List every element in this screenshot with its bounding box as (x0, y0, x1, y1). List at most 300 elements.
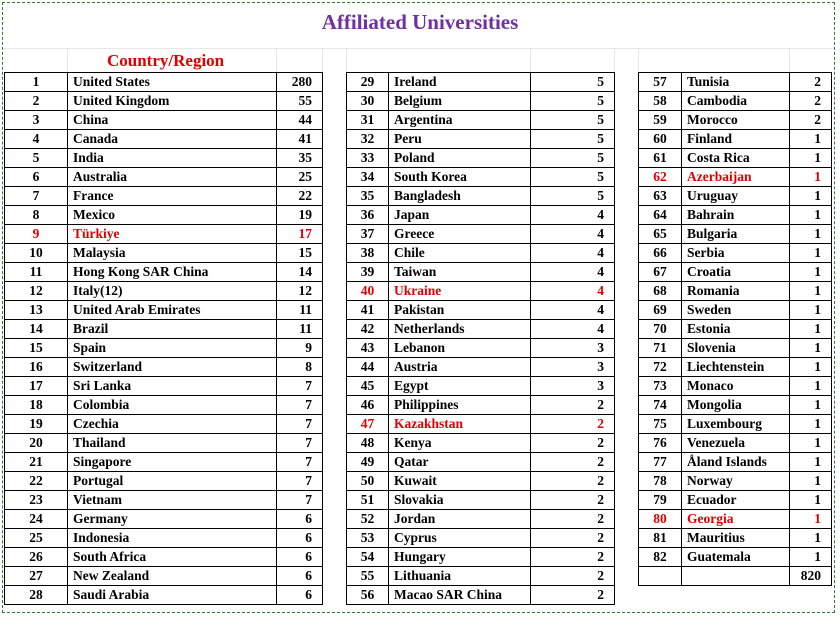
count-cell: 1 (790, 529, 832, 548)
table-row (347, 130, 615, 149)
rank-cell: 1 (5, 73, 68, 92)
country-cell: Canada (68, 130, 277, 149)
count-cell: 1 (790, 453, 832, 472)
count-cell: 8 (277, 358, 323, 377)
count-cell: 7 (277, 415, 323, 434)
country-cell: Morocco (682, 111, 790, 130)
count-cell: 5 (531, 130, 615, 149)
rank-cell: 20 (5, 434, 68, 453)
rank-cell: 4 (5, 130, 68, 149)
ranking-table-1 (4, 72, 323, 605)
count-cell: 5 (531, 92, 615, 111)
rank-cell: 57 (639, 73, 682, 92)
rank-cell: 39 (347, 263, 389, 282)
count-cell: 2 (531, 510, 615, 529)
count-cell: 3 (531, 377, 615, 396)
country-cell: Estonia (682, 320, 790, 339)
rank-cell: 13 (5, 301, 68, 320)
rank-cell: 29 (347, 73, 389, 92)
country-cell: Germany (68, 510, 277, 529)
table-row (639, 168, 832, 187)
country-cell: New Zealand (68, 567, 277, 586)
count-cell: 2 (790, 73, 832, 92)
table-row (347, 377, 615, 396)
rank-cell: 79 (639, 491, 682, 510)
count-cell: 5 (531, 111, 615, 130)
table-row (5, 586, 323, 605)
country-cell: Kuwait (389, 472, 531, 491)
count-cell: 12 (277, 282, 323, 301)
country-cell: Slovenia (682, 339, 790, 358)
count-cell: 1 (790, 282, 832, 301)
gridline (67, 48, 68, 72)
count-cell: 2 (531, 434, 615, 453)
rank-cell: 38 (347, 244, 389, 263)
table-row (347, 187, 615, 206)
country-cell: United States (68, 73, 277, 92)
country-cell: Taiwan (389, 263, 531, 282)
table-row (347, 206, 615, 225)
table-row (347, 415, 615, 434)
country-cell: Azerbaijan (682, 168, 790, 187)
table-row (5, 377, 323, 396)
count-cell: 1 (790, 263, 832, 282)
country-cell: Thailand (68, 434, 277, 453)
rank-cell: 78 (639, 472, 682, 491)
count-cell: 19 (277, 206, 323, 225)
country-cell: South Africa (68, 548, 277, 567)
count-cell: 5 (531, 187, 615, 206)
country-cell: Portugal (68, 472, 277, 491)
rank-cell: 82 (639, 548, 682, 567)
count-cell: 4 (531, 301, 615, 320)
country-cell: Kazakhstan (389, 415, 531, 434)
count-cell: 1 (790, 396, 832, 415)
country-cell: Hong Kong SAR China (68, 263, 277, 282)
gridline (276, 48, 277, 72)
rank-cell: 49 (347, 453, 389, 472)
count-cell: 15 (277, 244, 323, 263)
count-cell: 1 (790, 472, 832, 491)
table-row (5, 187, 323, 206)
count-cell: 7 (277, 491, 323, 510)
country-cell: Singapore (68, 453, 277, 472)
table-row (347, 586, 615, 605)
rank-cell: 54 (347, 548, 389, 567)
table-row (347, 301, 615, 320)
rank-cell: 58 (639, 92, 682, 111)
count-cell: 4 (531, 206, 615, 225)
country-cell: Slovakia (389, 491, 531, 510)
country-cell: Monaco (682, 377, 790, 396)
count-cell: 3 (531, 358, 615, 377)
rank-cell: 48 (347, 434, 389, 453)
total-cell: 820 (790, 567, 832, 586)
rank-cell: 18 (5, 396, 68, 415)
rank-cell: 41 (347, 301, 389, 320)
table-row (639, 244, 832, 263)
country-cell: Italy(12) (68, 282, 277, 301)
blank-cell (682, 567, 790, 586)
country-cell: Liechtenstein (682, 358, 790, 377)
gridline (638, 48, 639, 72)
count-cell: 4 (531, 225, 615, 244)
count-cell: 280 (277, 73, 323, 92)
table-row (5, 206, 323, 225)
table-row (639, 263, 832, 282)
count-cell: 17 (277, 225, 323, 244)
country-cell: Netherlands (389, 320, 531, 339)
rank-cell: 62 (639, 168, 682, 187)
country-cell: Ecuador (682, 491, 790, 510)
country-cell: Austria (389, 358, 531, 377)
table-row (5, 320, 323, 339)
rank-cell: 5 (5, 149, 68, 168)
count-cell: 2 (531, 491, 615, 510)
country-cell: Türkiye (68, 225, 277, 244)
count-cell: 1 (790, 206, 832, 225)
country-cell: Pakistan (389, 301, 531, 320)
count-cell: 11 (277, 301, 323, 320)
table-row (639, 453, 832, 472)
country-cell: Bahrain (682, 206, 790, 225)
count-cell: 1 (790, 244, 832, 263)
table-row (347, 168, 615, 187)
table-row (639, 206, 832, 225)
count-cell: 2 (531, 548, 615, 567)
country-cell: Venezuela (682, 434, 790, 453)
table-row (347, 111, 615, 130)
country-cell: Guatemala (682, 548, 790, 567)
count-cell: 1 (790, 187, 832, 206)
rank-cell: 12 (5, 282, 68, 301)
country-cell: Serbia (682, 244, 790, 263)
count-cell: 2 (531, 567, 615, 586)
country-cell: Vietnam (68, 491, 277, 510)
country-cell: Argentina (389, 111, 531, 130)
rank-cell: 76 (639, 434, 682, 453)
country-cell: Indonesia (68, 529, 277, 548)
country-cell: Sweden (682, 301, 790, 320)
gridline (346, 48, 347, 72)
count-cell: 1 (790, 149, 832, 168)
rank-cell: 50 (347, 472, 389, 491)
gridline (3, 48, 833, 49)
table-row (5, 339, 323, 358)
rank-cell: 10 (5, 244, 68, 263)
rank-cell: 24 (5, 510, 68, 529)
rank-cell: 47 (347, 415, 389, 434)
country-cell: Philippines (389, 396, 531, 415)
rank-cell: 66 (639, 244, 682, 263)
table-row (5, 529, 323, 548)
count-cell: 2 (531, 396, 615, 415)
rank-cell: 75 (639, 415, 682, 434)
country-cell: Chile (389, 244, 531, 263)
count-cell: 4 (531, 320, 615, 339)
rank-cell: 53 (347, 529, 389, 548)
rank-cell: 16 (5, 358, 68, 377)
country-cell: Ukraine (389, 282, 531, 301)
gridline (614, 48, 615, 72)
country-cell: Croatia (682, 263, 790, 282)
rank-cell: 30 (347, 92, 389, 111)
rank-cell: 68 (639, 282, 682, 301)
count-cell: 55 (277, 92, 323, 111)
count-cell: 1 (790, 415, 832, 434)
country-cell: Poland (389, 149, 531, 168)
count-cell: 1 (790, 510, 832, 529)
table-row (639, 225, 832, 244)
country-cell: China (68, 111, 277, 130)
country-cell: Norway (682, 472, 790, 491)
count-cell: 22 (277, 187, 323, 206)
gridline (530, 48, 531, 72)
rank-cell: 27 (5, 567, 68, 586)
country-cell: Peru (389, 130, 531, 149)
rank-cell: 7 (5, 187, 68, 206)
rank-cell: 81 (639, 529, 682, 548)
count-cell: 5 (531, 149, 615, 168)
table-row (347, 225, 615, 244)
country-cell: Switzerland (68, 358, 277, 377)
rank-cell: 36 (347, 206, 389, 225)
table-row (5, 244, 323, 263)
rank-cell: 73 (639, 377, 682, 396)
table-row (639, 130, 832, 149)
table-row (347, 472, 615, 491)
rank-cell: 44 (347, 358, 389, 377)
ranking-table-2 (346, 72, 615, 605)
count-cell: 2 (531, 529, 615, 548)
country-cell: Tunisia (682, 73, 790, 92)
table-row (5, 263, 323, 282)
country-cell: Australia (68, 168, 277, 187)
country-cell: Uruguay (682, 187, 790, 206)
count-cell: 1 (790, 377, 832, 396)
table-row (5, 415, 323, 434)
table-row (347, 434, 615, 453)
country-cell: Bulgaria (682, 225, 790, 244)
table-row (639, 73, 832, 92)
table-row (639, 415, 832, 434)
country-cell: Åland Islands (682, 453, 790, 472)
count-cell: 2 (790, 111, 832, 130)
rank-cell: 60 (639, 130, 682, 149)
rank-cell: 25 (5, 529, 68, 548)
rank-cell: 77 (639, 453, 682, 472)
count-cell: 9 (277, 339, 323, 358)
count-cell: 5 (531, 73, 615, 92)
table-row (639, 396, 832, 415)
count-cell: 1 (790, 225, 832, 244)
country-cell: Saudi Arabia (68, 586, 277, 605)
table-row (639, 187, 832, 206)
rank-cell: 22 (5, 472, 68, 491)
count-cell: 6 (277, 567, 323, 586)
rank-cell: 21 (5, 453, 68, 472)
count-cell: 1 (790, 434, 832, 453)
table-row (639, 472, 832, 491)
rank-cell: 42 (347, 320, 389, 339)
rank-cell: 69 (639, 301, 682, 320)
rank-cell: 15 (5, 339, 68, 358)
country-cell: France (68, 187, 277, 206)
count-cell: 3 (531, 339, 615, 358)
table-row (347, 73, 615, 92)
country-cell: Brazil (68, 320, 277, 339)
table-row (347, 339, 615, 358)
country-cell: Kenya (389, 434, 531, 453)
table-row (5, 282, 323, 301)
count-cell: 35 (277, 149, 323, 168)
table-row (347, 529, 615, 548)
count-cell: 6 (277, 510, 323, 529)
table-row (347, 282, 615, 301)
table-row (347, 491, 615, 510)
count-cell: 1 (790, 168, 832, 187)
rank-cell: 56 (347, 586, 389, 605)
country-cell: Ireland (389, 73, 531, 92)
count-cell: 6 (277, 529, 323, 548)
rank-cell: 46 (347, 396, 389, 415)
rank-cell: 37 (347, 225, 389, 244)
table-row (5, 510, 323, 529)
count-cell: 1 (790, 301, 832, 320)
table-row (347, 320, 615, 339)
rank-cell: 8 (5, 206, 68, 225)
table-row (639, 282, 832, 301)
rank-cell: 72 (639, 358, 682, 377)
country-cell: Finland (682, 130, 790, 149)
count-cell: 7 (277, 472, 323, 491)
table-row (347, 263, 615, 282)
rank-cell: 70 (639, 320, 682, 339)
table-row (347, 244, 615, 263)
table-row (5, 111, 323, 130)
rank-cell: 3 (5, 111, 68, 130)
count-cell: 1 (790, 491, 832, 510)
table-row (347, 396, 615, 415)
country-cell: Georgia (682, 510, 790, 529)
rank-cell: 2 (5, 92, 68, 111)
rank-cell: 52 (347, 510, 389, 529)
table-row (347, 453, 615, 472)
rank-cell: 35 (347, 187, 389, 206)
table-row (5, 149, 323, 168)
count-cell: 1 (790, 548, 832, 567)
country-cell: India (68, 149, 277, 168)
table-row (5, 434, 323, 453)
rank-cell: 40 (347, 282, 389, 301)
table-row (5, 472, 323, 491)
count-cell: 7 (277, 434, 323, 453)
country-cell: Luxembourg (682, 415, 790, 434)
table-row (639, 111, 832, 130)
page-title: Affiliated Universities (321, 10, 519, 34)
count-cell: 2 (531, 586, 615, 605)
country-cell: Egypt (389, 377, 531, 396)
count-cell: 41 (277, 130, 323, 149)
rank-cell: 59 (639, 111, 682, 130)
table-row (5, 548, 323, 567)
country-cell: Belgium (389, 92, 531, 111)
table-row (639, 301, 832, 320)
ranking-table-3 (638, 72, 832, 586)
table-row (347, 358, 615, 377)
table-row (347, 92, 615, 111)
count-cell: 1 (790, 358, 832, 377)
rank-cell: 34 (347, 168, 389, 187)
table-row (347, 548, 615, 567)
country-cell: Mongolia (682, 396, 790, 415)
gridline (789, 48, 790, 72)
table-row (639, 92, 832, 111)
count-cell: 7 (277, 453, 323, 472)
rank-cell: 9 (5, 225, 68, 244)
count-cell: 2 (531, 453, 615, 472)
rank-cell: 74 (639, 396, 682, 415)
table-row (5, 301, 323, 320)
count-cell: 7 (277, 377, 323, 396)
rank-cell: 32 (347, 130, 389, 149)
rank-cell: 33 (347, 149, 389, 168)
table-row (347, 149, 615, 168)
count-cell: 4 (531, 244, 615, 263)
country-cell: Cyprus (389, 529, 531, 548)
country-cell: United Kingdom (68, 92, 277, 111)
rank-cell: 26 (5, 548, 68, 567)
rank-cell: 45 (347, 377, 389, 396)
rank-cell: 6 (5, 168, 68, 187)
table-row (639, 510, 832, 529)
rank-cell: 71 (639, 339, 682, 358)
country-cell: United Arab Emirates (68, 301, 277, 320)
country-cell: Hungary (389, 548, 531, 567)
rank-cell: 55 (347, 567, 389, 586)
table-row (639, 339, 832, 358)
country-cell: Sri Lanka (68, 377, 277, 396)
table-row (5, 92, 323, 111)
table-row (5, 453, 323, 472)
country-cell: Bangladesh (389, 187, 531, 206)
country-cell: South Korea (389, 168, 531, 187)
country-cell: Macao SAR China (389, 586, 531, 605)
country-cell: Cambodia (682, 92, 790, 111)
rank-cell: 14 (5, 320, 68, 339)
country-cell: Qatar (389, 453, 531, 472)
table-row (639, 149, 832, 168)
count-cell: 4 (531, 263, 615, 282)
rank-cell: 65 (639, 225, 682, 244)
count-cell: 1 (790, 339, 832, 358)
table-row (5, 396, 323, 415)
count-cell: 44 (277, 111, 323, 130)
country-cell: Mexico (68, 206, 277, 225)
count-cell: 5 (531, 168, 615, 187)
table-row (5, 130, 323, 149)
table-row (639, 491, 832, 510)
country-cell: Japan (389, 206, 531, 225)
table-row (639, 529, 832, 548)
count-cell: 2 (790, 92, 832, 111)
rank-cell: 19 (5, 415, 68, 434)
country-cell: Colombia (68, 396, 277, 415)
country-cell: Romania (682, 282, 790, 301)
count-cell: 11 (277, 320, 323, 339)
count-cell: 2 (531, 415, 615, 434)
table-row (639, 548, 832, 567)
